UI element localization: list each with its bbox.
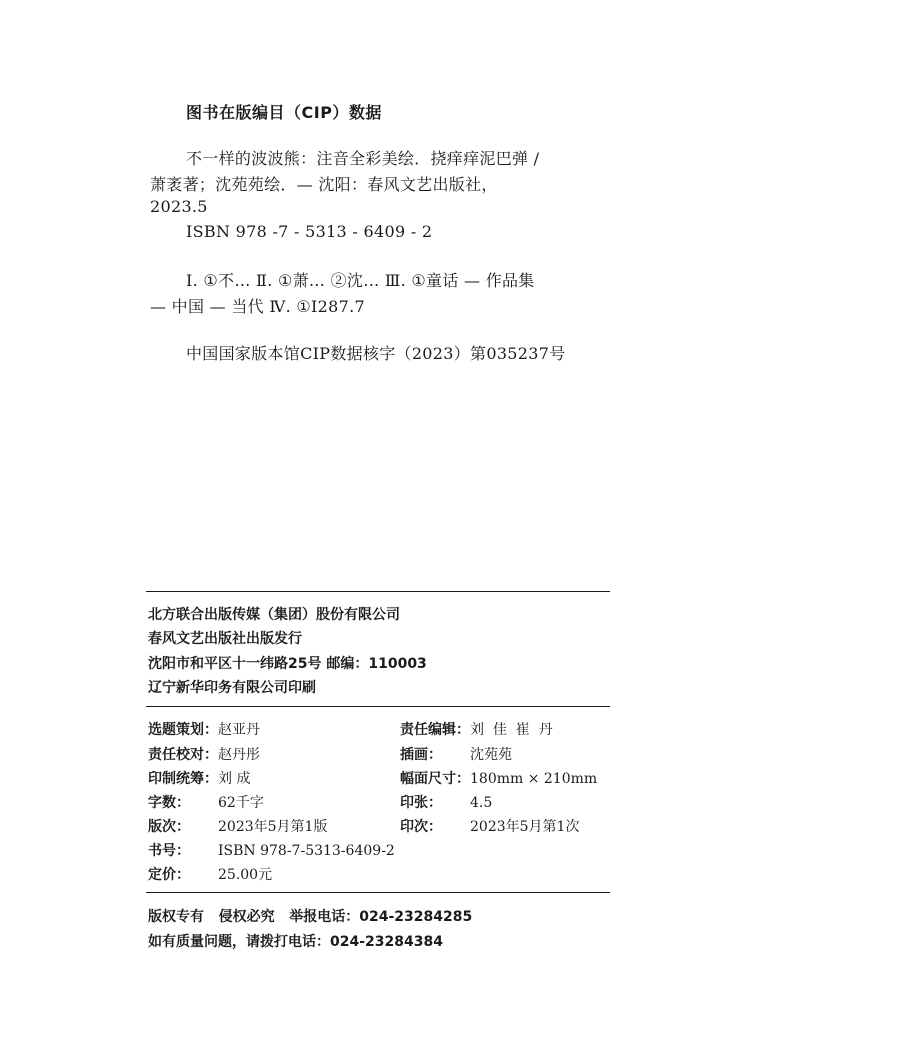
credit-edition-value: 2023年5月第1版 bbox=[218, 819, 328, 835]
cip-entry-line-2: 萧袤著；沈苑苑绘．— 沈阳：春风文艺出版社， bbox=[150, 175, 498, 194]
cip-entry-line-3: 2023.5 bbox=[150, 197, 208, 216]
printer-name: 辽宁新华印务有限公司印刷 bbox=[148, 680, 316, 696]
publisher-name: 春风文艺出版社出版发行 bbox=[148, 631, 302, 647]
credit-word-count-value: 62千字 bbox=[218, 795, 264, 811]
credit-word-count bbox=[148, 792, 264, 812]
credit-format-label: 幅面尺寸： bbox=[400, 771, 470, 787]
credit-editor-label: 责任编辑： bbox=[400, 722, 470, 738]
credit-illustrator-value: 沈苑苑 bbox=[470, 747, 512, 763]
credit-sheets bbox=[400, 792, 492, 812]
credit-isbn-label: 书号： bbox=[148, 843, 190, 859]
credit-editor-value: 刘 佳 崔 丹 bbox=[470, 722, 553, 738]
credit-sheets-value: 4.5 bbox=[470, 795, 493, 811]
quality-inquiry: 如有质量问题，请拨打电话：024-23284384 bbox=[148, 934, 443, 950]
credit-editor bbox=[400, 719, 553, 739]
credit-proofreader bbox=[148, 744, 260, 764]
cip-classification-line-2: — 中国 — 当代 Ⅳ. ①I287.7 bbox=[150, 297, 365, 316]
credit-planner bbox=[148, 719, 260, 739]
copyright-notice: 版权专有 侵权必究 举报电话：024-23284285 bbox=[148, 909, 473, 925]
credit-price-label: 定价： bbox=[148, 867, 190, 883]
credit-illustrator-label: 插画： bbox=[400, 747, 442, 763]
cip-classification-line-1: Ⅰ. ①不… Ⅱ. ①萧… ②沈… Ⅲ. ①童话 — 作品集 bbox=[186, 271, 535, 290]
publisher-address: 沈阳市和平区十一纬路25号 邮编：110003 bbox=[148, 656, 427, 672]
credit-proofreader-label: 责任校对： bbox=[148, 747, 218, 763]
credit-isbn-value: ISBN 978-7-5313-6409-2 bbox=[218, 843, 395, 859]
credit-print-coordinator-label: 印制统筹： bbox=[148, 771, 218, 787]
credit-planner-label: 选题策划： bbox=[148, 722, 218, 738]
credit-printing-value: 2023年5月第1次 bbox=[470, 819, 580, 835]
credit-format bbox=[400, 768, 597, 788]
credit-planner-value: 赵亚丹 bbox=[218, 722, 260, 738]
divider-middle bbox=[146, 706, 610, 707]
credit-print-coordinator bbox=[148, 768, 250, 788]
cip-heading: 图书在版编目（CIP）数据 bbox=[186, 103, 382, 122]
credit-print-coordinator-value: 刘 成 bbox=[218, 771, 251, 787]
credit-edition bbox=[148, 816, 327, 836]
publisher-group: 北方联合出版传媒（集团）股份有限公司 bbox=[148, 607, 400, 623]
credit-isbn bbox=[148, 840, 395, 860]
credit-edition-label: 版次： bbox=[148, 819, 190, 835]
credit-illustrator bbox=[400, 744, 512, 764]
credit-format-value: 180mm × 210mm bbox=[470, 771, 598, 787]
divider-bottom bbox=[146, 892, 610, 893]
cip-entry-line-1: 不一样的波波熊：注音全彩美绘．挠痒痒泥巴弹 / bbox=[186, 149, 540, 168]
cip-record-number: 中国国家版本馆CIP数据核字（2023）第035237号 bbox=[186, 344, 566, 363]
credit-sheets-label: 印张： bbox=[400, 795, 442, 811]
credit-price bbox=[148, 864, 272, 884]
credit-proofreader-value: 赵丹彤 bbox=[218, 747, 260, 763]
cip-isbn: ISBN 978 -7 - 5313 - 6409 - 2 bbox=[186, 222, 433, 241]
credit-price-value: 25.00元 bbox=[218, 867, 273, 883]
divider-top bbox=[146, 591, 610, 592]
credit-printing-label: 印次： bbox=[400, 819, 442, 835]
credit-word-count-label: 字数： bbox=[148, 795, 190, 811]
credit-printing bbox=[400, 816, 579, 836]
